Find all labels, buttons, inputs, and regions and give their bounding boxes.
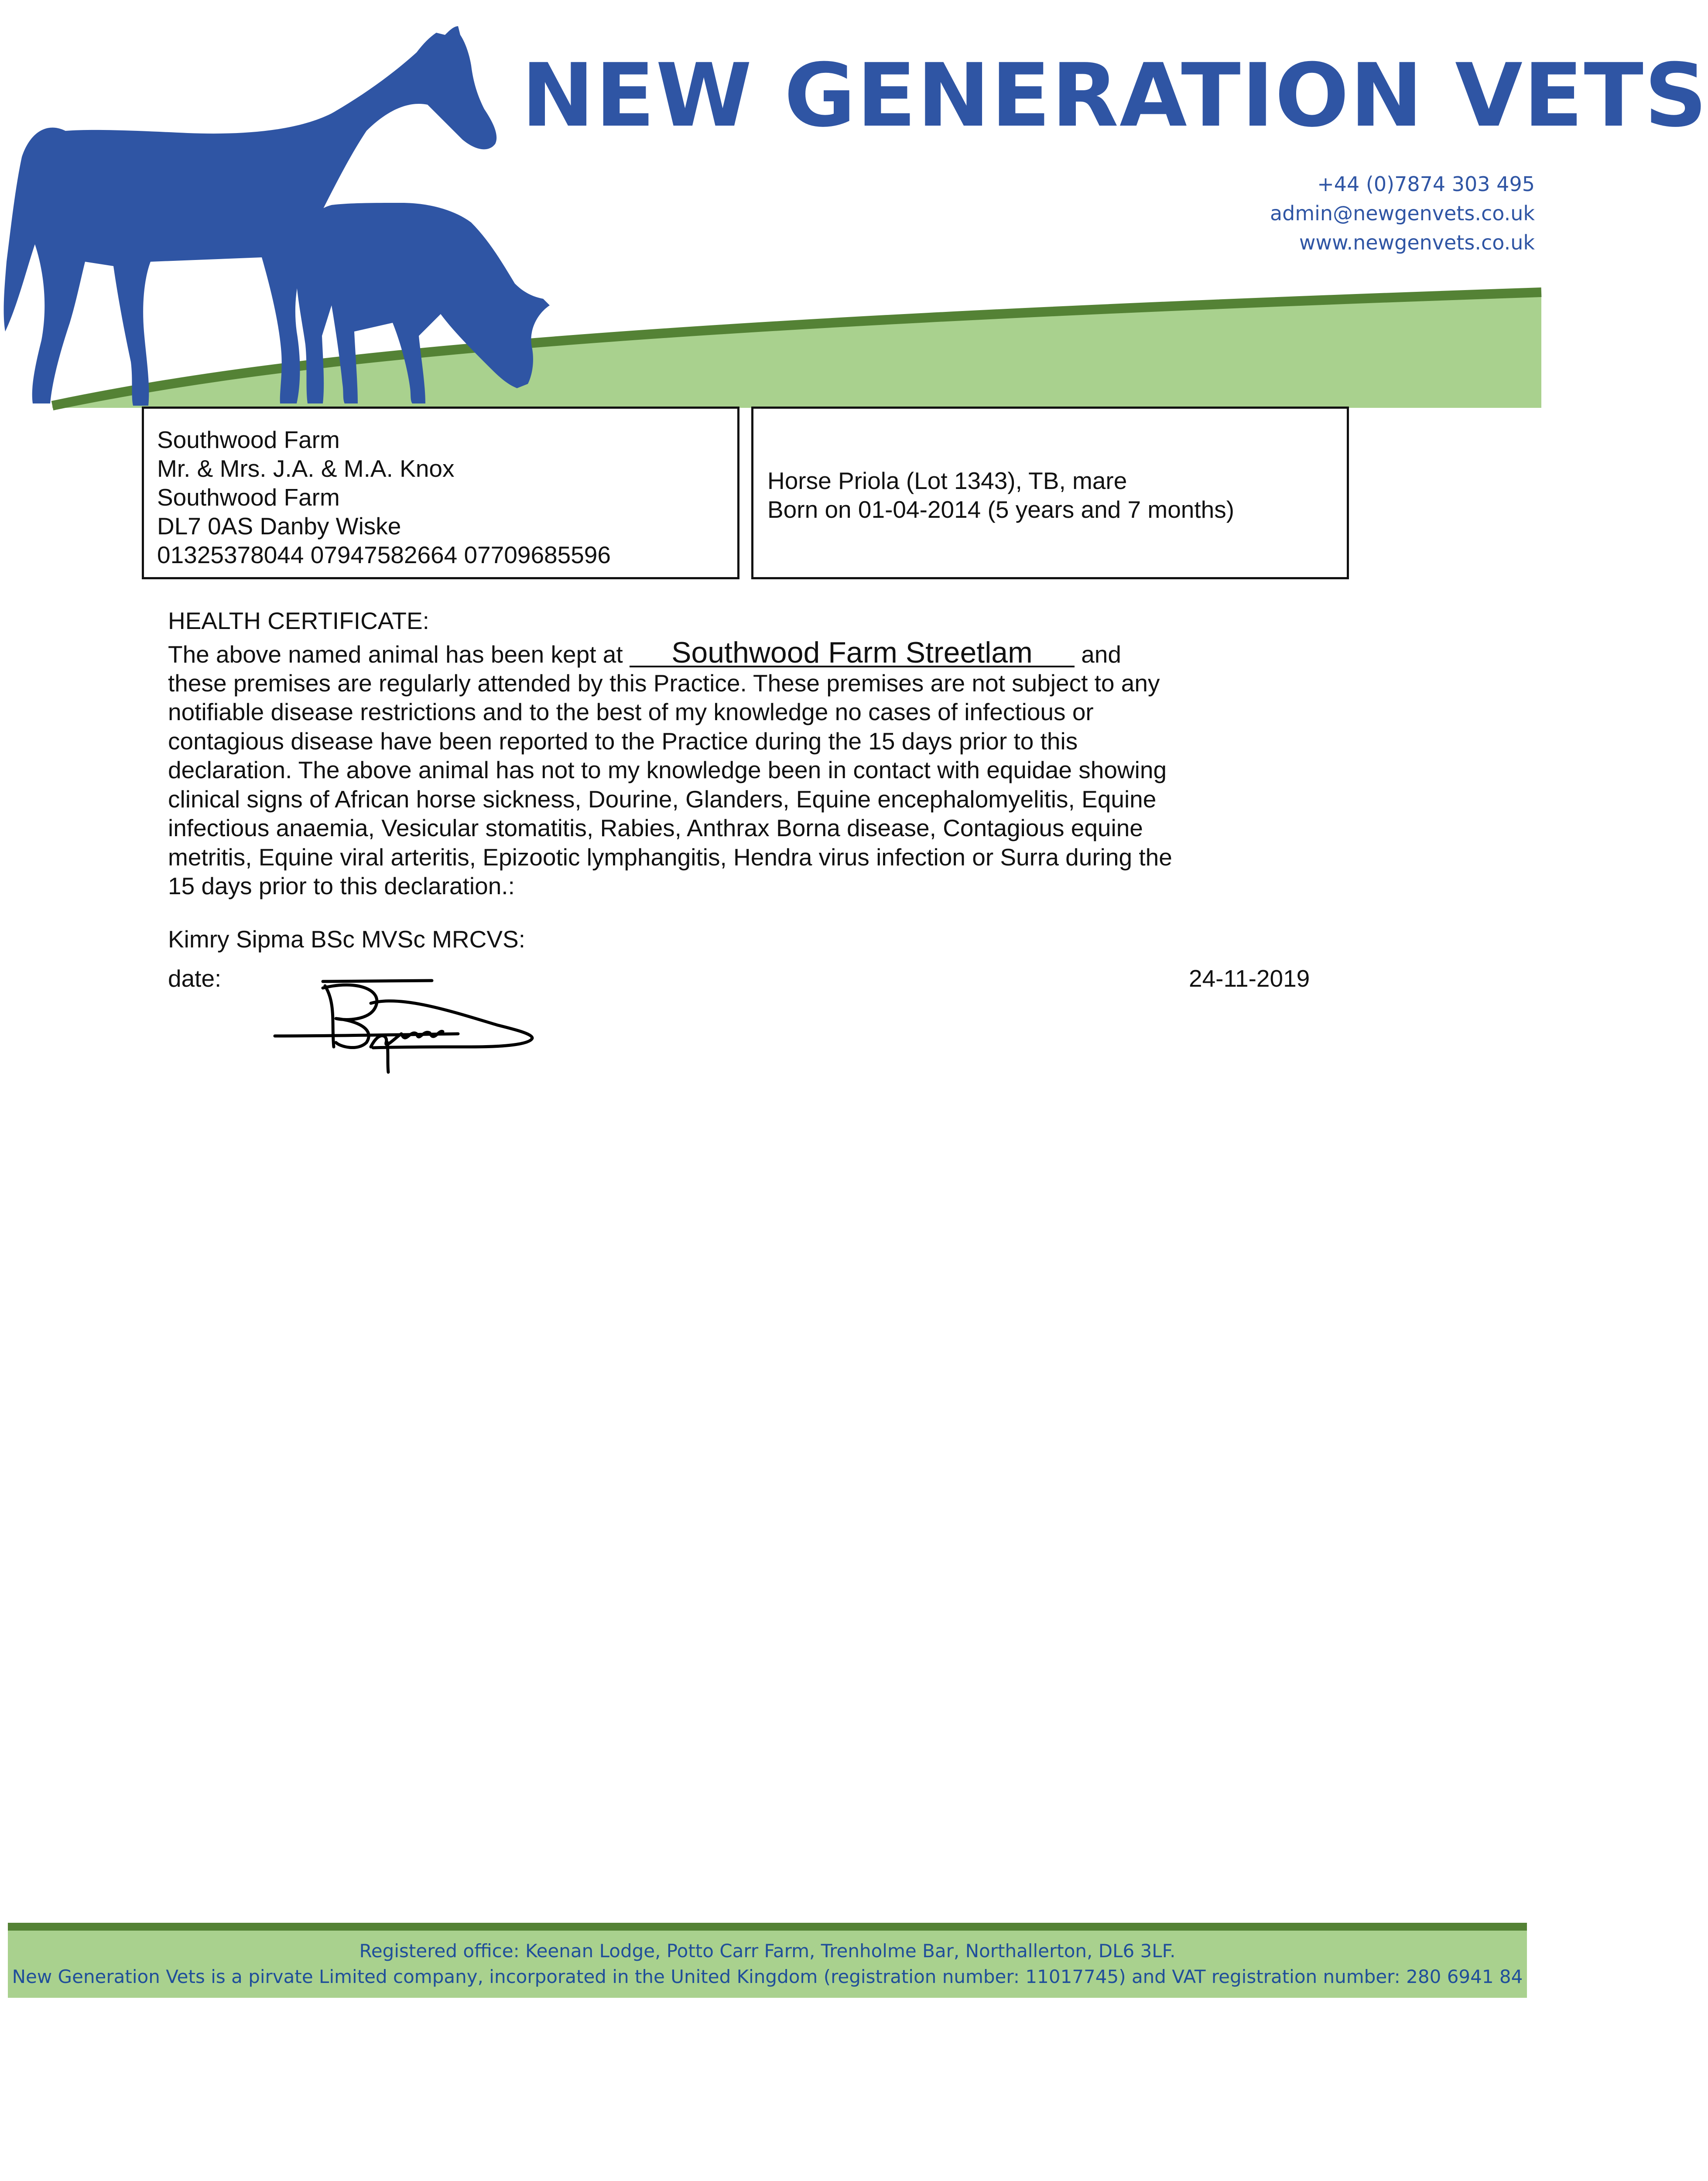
- footer-stripe: [8, 1923, 1527, 1931]
- date-label: date:: [168, 965, 222, 992]
- owner-phone-numbers: 01325378044 07947582664 07709685596: [157, 541, 611, 568]
- vet-signature: [270, 977, 550, 1073]
- certificate-body-line: metritis, Equine viral arteritis, Epizootic lymphangitis, Hendra virus infection or Surra during the: [168, 843, 1172, 871]
- animal-description: Horse Priola (Lot 1343), TB, mare: [767, 467, 1127, 494]
- certificate-heading: HEALTH CERTIFICATE:: [168, 607, 429, 634]
- date-value: 24-11-2019: [1189, 965, 1310, 992]
- vet-name: Kimry Sipma BSc MVSc MRCVS:: [168, 926, 526, 953]
- certificate-body-line: notifiable disease restrictions and to the best of my knowledge no cases of infectious or: [168, 698, 1094, 725]
- certificate-body-line: these premises are regularly attended by this Practice. These premises are not subject to any: [168, 669, 1160, 697]
- brand-title: NEW GENERATION VETS: [521, 45, 1708, 147]
- contact-website[interactable]: www.newgenvets.co.uk: [1299, 231, 1535, 254]
- footer-registered-office: Registered office: Keenan Lodge, Potto Carr Farm, Trenholme Bar, Northallerton, DL6 3LF.: [359, 1940, 1176, 1962]
- owner-farm-name: Southwood Farm: [157, 426, 340, 453]
- certificate-body-line: declaration. The above animal has not to my knowledge been in contact with equidae showing: [168, 756, 1167, 783]
- animal-details-box: [751, 407, 1349, 579]
- intro-before-text: The above named animal has been kept at: [168, 641, 623, 668]
- animal-birth-date: Born on 01-04-2014 (5 years and 7 months): [767, 496, 1235, 523]
- certificate-body-line: infectious anaemia, Vesicular stomatitis, Rabies, Anthrax Borna disease, Contagious equine: [168, 814, 1143, 841]
- certificate-body-line: 15 days prior to this declaration.:: [168, 872, 515, 899]
- certificate-body-line: contagious disease have been reported to the Practice during the 15 days prior to this: [168, 727, 1078, 755]
- premises-field: Southwood Farm Streetlam: [630, 639, 1075, 667]
- contact-email[interactable]: admin@newgenvets.co.uk: [1270, 202, 1535, 225]
- owner-name: Mr. & Mrs. J.A. & M.A. Knox: [157, 455, 455, 482]
- intro-after-text: and: [1081, 641, 1121, 668]
- owner-address-line: Southwood Farm: [157, 484, 340, 511]
- certificate-intro-line: [168, 636, 1237, 669]
- owner-postcode-town: DL7 0AS Danby Wiske: [157, 513, 401, 540]
- contact-phone[interactable]: +44 (0)7874 303 495: [1317, 172, 1535, 196]
- certificate-body-line: clinical signs of African horse sickness, Dourine, Glanders, Equine encephalomyelitis, Equine: [168, 785, 1157, 813]
- footer-company-info: New Generation Vets is a pirvate Limited company, incorporated in the United Kingdom (registration number: 11017745) and VAT registration number: 280 6941 84: [12, 1966, 1523, 1987]
- owner-address-box: [142, 407, 739, 579]
- certificate-body: [168, 636, 1237, 901]
